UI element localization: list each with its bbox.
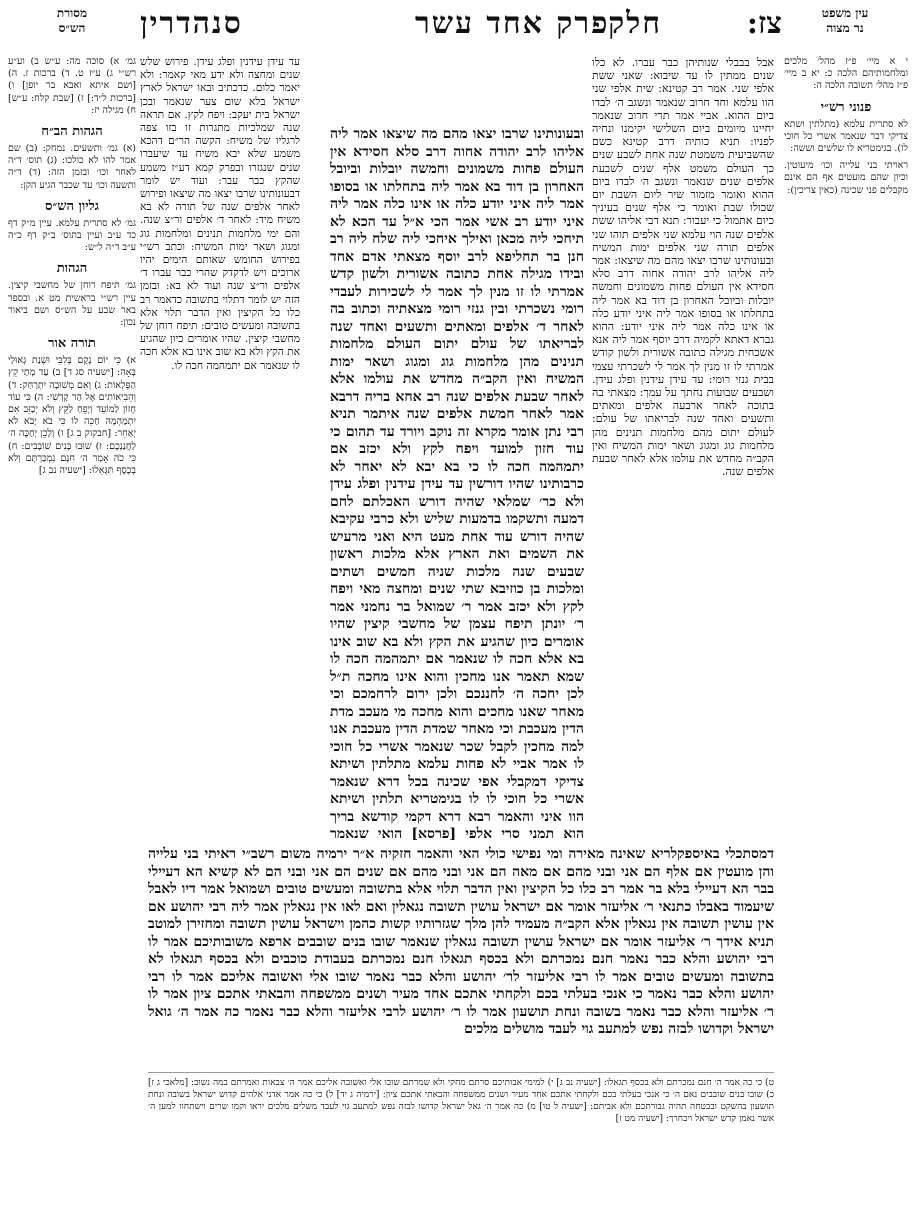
rashi-commentary: אבל בבבלי שנותיהן כבר עברו. לא כלו שנים ממתין לו עד שיבוא: שאני ששת אלפי שני. אמר רב קטינא: שית אלפי שני הוו עלמא וחד חרוב שנאמר ונשגב ה׳ לבדו ביום ההוא. אביי אמר תרי חרוב שנאמר יחיינו מיומים ביום השלישי יקימנו ונחיה לפניו: תניא כותיה דרב קטינא כשם שהשביעית משמטת שנה אחת לשבע שנים כך העולם משמט אלף שנים לשבעת אלפים שנים שנאמר ונשגב ה׳ לבדו ביום ההוא ואומר מזמור שיר ליום השבת יום שכולו שבת ואומר כי אלף שנים בעיניך כיום אתמול כי יעבור: תנא דבי אליהו ששת אלפים שנה הוי עלמא שני אלפים תוהו שני אלפים תורה שני אלפים ימות המשיח ובעונותינו שרבו יצאו מהם מה שיצאו: אמר ליה אליהו לרב יהודה אחוה דרב סלא חסידא אין העולם פחות משמונים וחמשה יובלות וביובל האחרון בן דוד בא אמר ליה בתחלתו או בסופו אמר ליה איני יודע כלה או אינו כלה אמר ליה איני יודע: ההוא גברא דאתא לקמיה דרב יוסף אמר ליה אנא אשכחית מגילה כתובה אשורית ולשון קודש אמרתי לו זו מנין לך אמר לי לשכרתי עצמי בבית גנזי רומי: עד עידן עידנין ופלג עידן. ושבעים שבועות נחתך על עמך: מצאתי בה בתוכה לאחר ארבעה אלפים ומאתים ותשעים ואחד שנה לבריאתו של עולם: לעולם יתום מהם מלחמות תנינים מהן מלחמות גוג ומגוג ושאר ימות המשיח ואין הקב״ה מחדש את עולמו אלא לאחר שבעת אלפים שנה.: [592, 56, 774, 479]
rashi-note: לא סתרית עלמא (מתלתין ושתא צדיקי דבר שנאמר אשרי כל חוכי לו). בגימטריא לו שלשים וששה:: [784, 118, 908, 155]
tractate-name: סנהדרין: [140, 6, 243, 41]
torah-or-text: א) כִּי יוֹם נָקָם בְּלִבִּי וּשְׁנַת גְּאוּלַי בָּאָה: [ישעיה סג ד] ב) עַד מָתַי קֵץ הַפְּלָאוֹת: ג) וְאִם מְשׁוּבָה יִתְרַחַק: ד) וְהֵבִיאוֹתִים אֶל הַר קָדְשִׁי: ה) כִּי עוֹד חָזוֹן לַמּוֹעֵד וְיָפֵחַ לַקֵּץ וְלֹא יְכַזֵּב אִם יִתְמַהְמָהּ חַכֵּה לוֹ כִּי בֹא יָבֹא לֹא יְאַחֵר: [חבקוק ב ג] ו) וְלָכֵן יְחַכֶּה ה׳ לַחֲנַנְכֶם: ז) שׁוּבוּ בָּנִים שׁוֹבָבִים: ח) כִּי כֹה אָמַר ה׳ חִנָּם נִמְכַּרְתֶּם וְלֹא בְכֶסֶף תִּגָּאֵלוּ: [ישעיה נב ג]: [8, 355, 136, 477]
chapter-name: חלק: [608, 6, 662, 41]
gilyon-heading: גליון הש״ס: [45, 198, 99, 214]
masoret-label: מסורת הש״ס: [56, 6, 88, 35]
running-header: [140, 6, 782, 50]
masoret-references: גמ׳ א) סוכה מה: ע״ש ב) וע״ע רש״י ג) ע״ז ט. ד) ברכות ז. ה) [ושם איתא ואבא בר יופן] ו) [ברכות ל״ד:] ז) [שבת קלח: ע״ש] ח) מגילה יז:: [8, 56, 136, 116]
rashi-note: ראויתי בני עלייה וכו׳ מיעוטין. וכיון שהם מועטים אף הם אינם מקבלים פני שכינה (כאין צריכין):: [784, 160, 908, 196]
masoret-column: [8, 56, 136, 1056]
ein-mishpat-entry: י א מיי׳ פ״ז מהל׳ מלכים ומלחמותיהם הלכה כ: יא ב מיי׳ פ״ז מהל׳ תשובה הלכה ה:: [784, 56, 908, 92]
tosafot-commentary: עד עידן עידנין ופלג עידן. פירוש שלש שנים ומחצה ולא ידע מאי קאמר: ולא יאמר כלום. כדכתיב ובאו ישראל לארץ ישראל בלא שום צער שנאמר ובכן ישראל בית יעקב: ויפח לקץ. אם תראה שנה שמלכיות מתגרות זו בזו צפה לרגליו של משיח: הקשה הר״ם דהכא משמע שלא יבא משיח עד שיעברו שנים שנגזרו ובפרק קמא דע״ז משמע שהקץ כבר עבר: ועוד יש לומר דבעונותינו שרבו יצאו מה שיצאו ופירוש לאחר אלפים שנה של תורה לא בא משיח מיד: לאחר ד׳ אלפים ור״צ שנה. והם ימי מלחמות תנינים ומלחמות גוג ומגוג ושאר ימות המשיח: וכתב רש״י בפירוש החומש שאותם הימים יהיו ארוכים ויש לדקדק שהרי כבר עברו ד׳ אלפים ור״צ שנה ועוד לא בא: ובזמן הזה יש לומר דתלוי בתשובה כדאמר רב כלו כל הקיצין ואין הדבר תלוי אלא בתשובה ומעשים טובים: תיפח רוחן של מחשבי קיצין. שהיו אומרים כיון שהגיע את הקץ ולא בא שוב אינו בא אלא חכה לו שנאמר אם יתמהמה חכה לו.: [140, 56, 300, 372]
gilyon-text: גמ׳ לא סתרית עלמא. עיין מ״ק דף כד ע״ב ועיין בתוס׳ ב״ק דף כ״ה ע״ב ד״ה ל״ש:: [8, 217, 136, 254]
chapter-number: פרק אחד עשר: [415, 6, 610, 41]
gemara-text-continued: דמסתכלי באיספקלריא שאינה מאירה ומי נפישי כולי האי והאמר חזקיה א״ר ירמיה משום רשב״י ראיתי בני עלייה והן מועטין אם אלף הם אני ובני מהם אם מאה הם אני ובני מהם אם שנים הם אני ובני הם לא קשיא הא דעיילי בבר הא דעיילי בלא בר אמר רב כלו כל הקיצין ואין הדבר תלוי אלא בתשובה ומעשים טובים ושמואל אמר דיו לאבל שיעמוד באבלו כתנאי ר׳ אליעזר אומר אם ישראל עושין תשובה נגאלין ואם לאו אין נגאלין אמר ליה רבי יהושע אם אין עושין תשובה אין נגאלין אלא הקב״ה מעמיד להן מלך שגזרותיו קשות כהמן וישראל עושין תשובה ומחזירן למוטב תניא אידך ר׳ אליעזר אומר אם ישראל עושין תשובה נגאלין שנאמר שובו בנים שובבים ארפא משובותיכם אמר לו רבי יהושע והלא כבר נאמר חנם נמכרתם ולא בכסף תגאלו חנם נמכרתם בעבודת כוכבים ולא בכסף תגאלו לא בתשובה ומעשים טובים אמר לו רבי אליעזר לר׳ יהושע והלא כבר נאמר שובו אלי ואשובה אליכם אמר לו רבי יהושע והלא כבר נאמר כי אנכי בעלתי בכם ולקחתי אתכם אחד מעיר ושנים ממשפחה והבאתי אתכם ציון אמר לו ר׳ אליעזר והלא כבר נאמר בשובה ונחת תושעון אמר לו ר׳ יהושע לרבי אליעזר והלא כבר נאמר כה אמר ה׳ גואל ישראל וקדושו לבזה נפש למתעב גוי לעבד מושלים מלכים: [148, 846, 774, 1037]
torah-or-footnotes: ט) כי כה אמר ה׳ חנם נמכרתם ולא בכסף תגאלו: [ישעיה נב ג] י) למימי אבותיכם סרתם מחקי ולא שמרתם שובו אלי ואשובה אליכם אמר ה׳ צבאות ואמרתם במה נשוב: [מלאכי ג ז] כ) שובו בנים שובבים נאם ה׳ כי אנכי בעלתי בכם ולקחתי אתכם אחד מעיר ושנים ממשפחה והבאתי אתכם ציון: [ירמיה ג יד] ל) כי כה אמר אדני אלהים קדוש ישראל בשובה ונחת תושעון בהשקט ובבטחה תהיה גבורתכם ולא אביתם: [ישעיה ל טו] מ) כה אמר ה׳ גאל ישראל קדושו לבזה נפש למתעב גוי לעבד משלים מלכים יראו וקמו שרים וישתחוו למען ה׳ אשר נאמן קדש ישראל ויבחרך: [ישעיה מט ז]: [148, 1072, 774, 1157]
folio-number: צז:: [746, 6, 782, 41]
gemara-text: ובעונותינו שרבו יצאו מהם מה שיצאו אמר ליה אליהו לרב יהודה אחוה דרב סלא חסידא אין העולם פחות משמונים וחמשה יובלות וביובל האחרון בן דוד בא אמר ליה בתחלתו או בסופו אמר ליה איני יודע כלה או אינו כלה אמר ליה איני יודע רב אשי אמר הכי א״ל עד הכא לא תיחכי ליה מכאן ואילך איחכי ליה שלח ליה רב חנן בר תחליפא לרב יוסף מצאתי אדם אחד ובידו מגילה אחת כתובה אשורית ולשון קדש אמרתי לו זו מנין לך אמר לי לשכירות לעבדי רומי נשכרתי ובין גנזי רומי מצאתיה וכתוב בה לאחר ד׳ אלפים ומאתים ותשעים ואחד שנה לבריאתו של עולם יתום העולם מלחמות תנינים מהן מלחמות גוג ומגוג ושאר ימות המשיח ואין הקב״ה מחדש את עולמו אלא לאחר שבעת אלפים שנה רב אחא בריה דרבא אמר לאחר חמשת אלפים שנה איתמר תניא רבי נתן אומר מקרא זה נוקב ויורד עד תהום כי עוד חזון למועד ויפח לקץ ולא יכזב אם יתמהמה חכה לו כי בא יבא לא יאחר לא כרבותינו שהיו דורשין עד עידן עידנין ופלג עידן ולא כר׳ שמלאי שהיה דורש האכלתם לחם דמעה ותשקמו בדמעות שליש ולא כרבי עקיבא שהיה דורש עוד אחת מעט היא ואני מרעיש את השמים ואת הארץ אלא מלכות ראשון שבעים שנה מלכות שניה חמשים ושתים ומלכות בן כוזיבא שתי שנים ומחצה מאי ויפח לקץ ולא יכזב אמר ר׳ שמואל בר נחמני אמר ר׳ יונתן תיפח עצמן של מחשבי קיצין שהיו אומרים כיון שהגיע את הקץ ולא בא שוב אינו בא אלא חכה לו שנאמר אם יתמהמה חכה לו שמא תאמר אנו מחכין והוא אינו מחכה ת״ל לכן יחכה ה׳ לחננכם ולכן ירום לרחמכם וכי מאחר שאנו מחכים והוא מחכה מי מעכב מדת הדין מעכבת וכי מאחר שמדת הדין מעכבת אנו למה מחכין לקבל שכר שנאמר אשרי כל חוכי לו אמר אביי לא פחות עלמא מתלתין ושיתא צדיקי דמקבלי אפי שכינה בכל דרא שנאמר אשרי כל חוכי לו לו בגימטריא תלתין ושיתא הוו איני והאמר רבא דרא דקמי קודשא בריך הוא תמני סרי אלפי [פרסא] הואי שנאמר: [330, 126, 584, 841]
ein-mishpat-label: עין משפט נר מצוה: [821, 6, 869, 35]
haggahot2-heading: הגהות: [56, 261, 88, 277]
haggahot-text: (א) גמ׳ ותשעים. נמחק: (ב) שם אמר להו לא כולכו: (ג) תוס׳ ד״ה לאחר וכו׳ ובזמן הזה: (ד) ד״ה ותשעה וכו׳ עד שכבר הגיע הקן:: [8, 143, 136, 191]
torah-or-heading: תורה אור: [48, 336, 96, 352]
rashi-notes-heading: פנוני רש״י: [820, 99, 872, 115]
haggahot2-text: גמ׳ תיפח רוחן של מחשבי קיצין. עיין רש״י בראשית מט א. ובספר באר שבע על הש״ס ושם ביאור נכון:: [8, 280, 136, 329]
ein-mishpat-column: [784, 56, 908, 356]
haggahot-heading: הגהות הב״ח: [41, 124, 103, 140]
